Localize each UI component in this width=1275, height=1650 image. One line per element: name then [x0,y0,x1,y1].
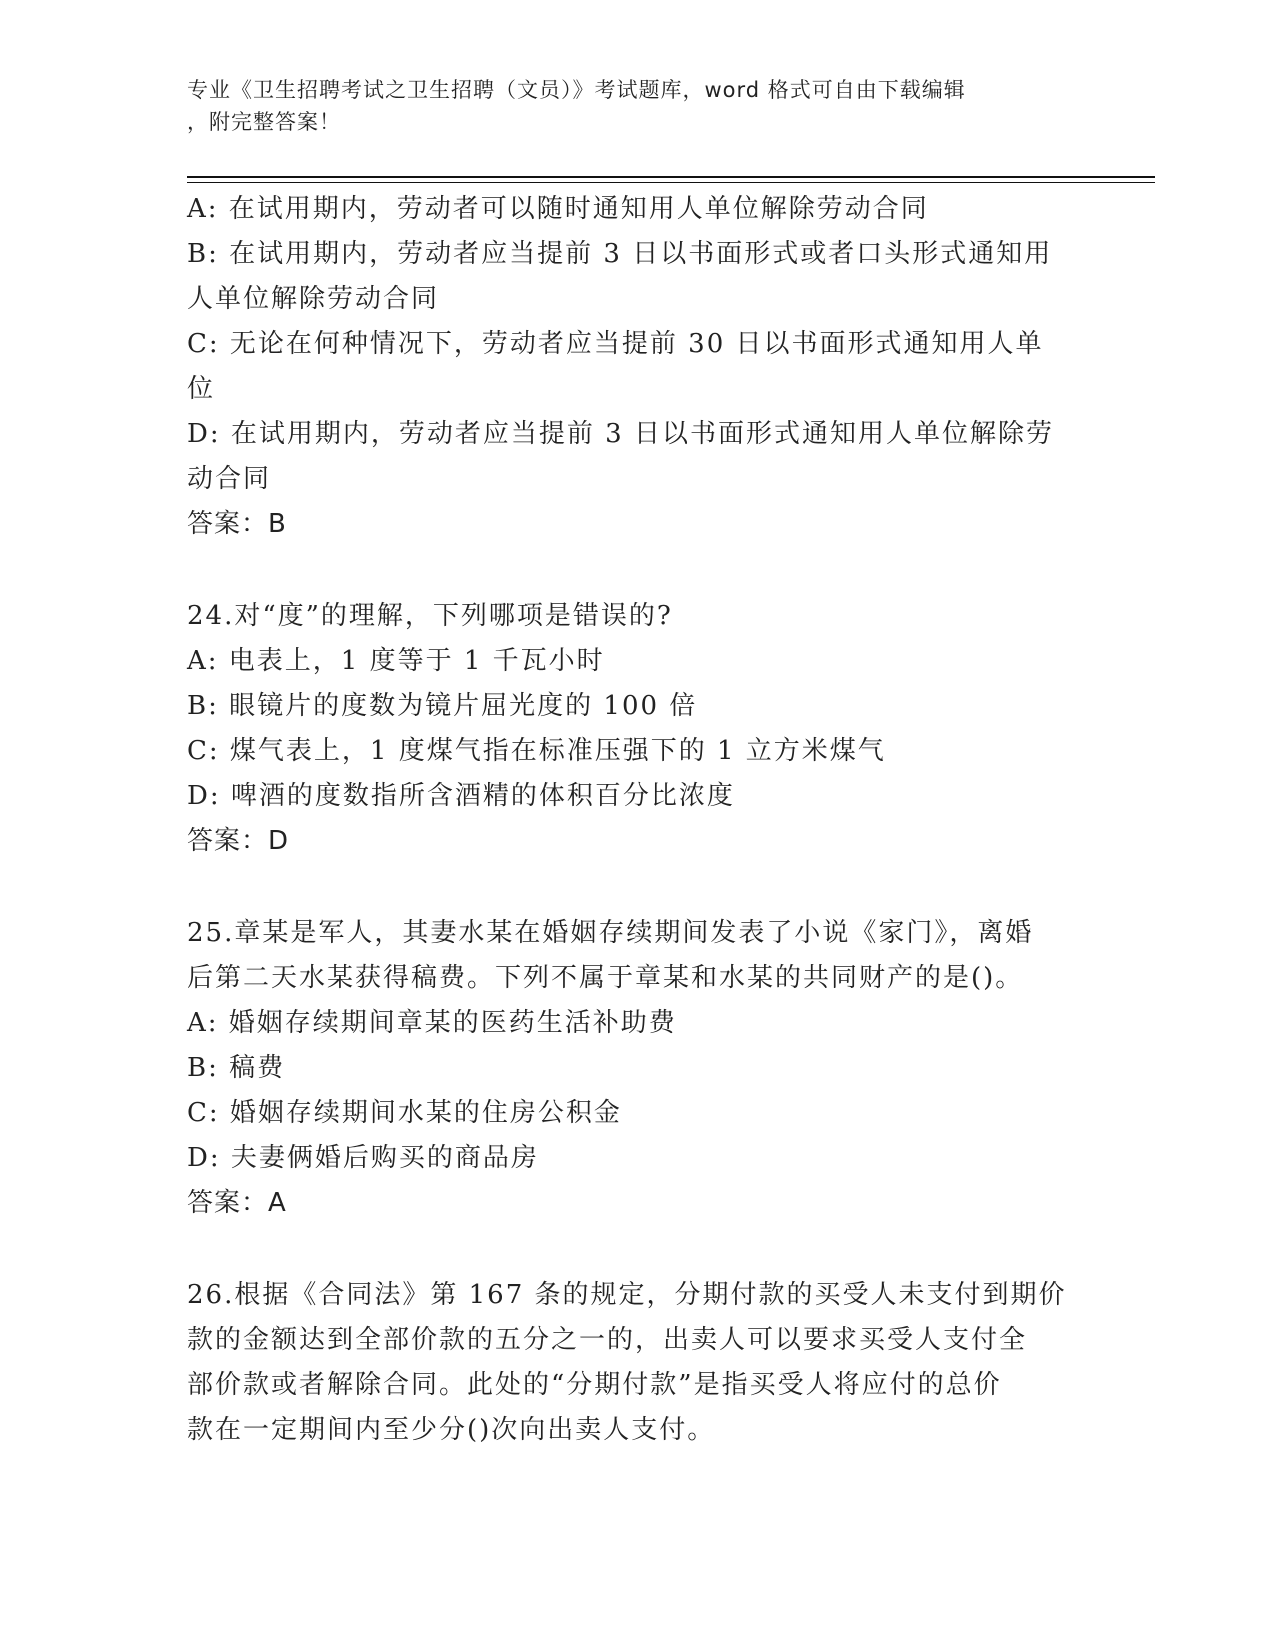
question-23-block [187,187,1077,547]
q25-answer: 答案：A [187,1188,287,1218]
q24-option-c: C: 煤气表上，1 度煤气指在标准压强下的 1 立方米煤气 [187,736,886,766]
q24-answer: 答案：D [187,826,290,856]
q23-option-d-line-2: 动合同 [187,464,272,494]
question-25-block [187,911,1077,1226]
question-26-block [187,1273,1077,1453]
q26-stem-line-2: 款的金额达到全部价款的五分之一的，出卖人可以要求买受人支付全 [187,1325,1028,1355]
q23-option-c-line-2: 位 [187,374,216,404]
document-header [187,74,1067,138]
q25-option-b: B: 稿费 [187,1053,286,1083]
q26-stem-line-3: 部价款或者解除合同。此处的“分期付款”是指买受人将应付的总价 [187,1370,1002,1400]
header-line-1: 专业《卫生招聘考试之卫生招聘（文员）》考试题库，word 格式可自由下载编辑 [187,78,966,102]
q24-option-a: A: 电表上，1 度等于 1 千瓦小时 [187,646,605,676]
q25-stem-line-1: 25.章某是军人，其妻水某在婚姻存续期间发表了小说《家门》，离婚 [187,918,1034,948]
header-line-2: ，附完整答案！ [187,110,341,134]
q25-stem-line-2: 后第二天水某获得稿费。下列不属于章某和水某的共同财产的是()。 [187,963,1024,993]
q23-option-b-line-2: 人单位解除劳动合同 [187,284,440,314]
q24-option-d: D: 啤酒的度数指所含酒精的体积百分比浓度 [187,781,735,811]
q25-option-a: A: 婚姻存续期间章某的医药生活补助费 [187,1008,677,1038]
q26-stem-line-1: 26.根据《合同法》第 167 条的规定，分期付款的买受人未支付到期价 [187,1280,1067,1310]
question-24-block [187,594,1077,864]
q25-option-c: C: 婚姻存续期间水某的住房公积金 [187,1098,622,1128]
q23-option-c-line-1: C: 无论在何种情况下，劳动者应当提前 30 日以书面形式通知用人单 [187,329,1044,359]
q23-option-b-line-1: B: 在试用期内，劳动者应当提前 3 日以书面形式或者口头形式通知用 [187,239,1053,269]
q24-option-b: B: 眼镜片的度数为镜片屈光度的 100 倍 [187,691,698,721]
q26-stem-line-4: 款在一定期间内至少分()次向出卖人支付。 [187,1415,716,1445]
header-divider-thin [187,182,1155,183]
q24-stem: 24.对“度”的理解，下列哪项是错误的? [187,601,673,631]
q25-option-d: D: 夫妻俩婚后购买的商品房 [187,1143,539,1173]
q23-option-d-line-1: D: 在试用期内，劳动者应当提前 3 日以书面形式通知用人单位解除劳 [187,419,1054,449]
document-body [187,187,1077,1453]
q23-answer: 答案：B [187,509,287,539]
header-divider-thick [187,176,1155,178]
q23-option-a: A: 在试用期内，劳动者可以随时通知用人单位解除劳动合同 [187,194,929,224]
